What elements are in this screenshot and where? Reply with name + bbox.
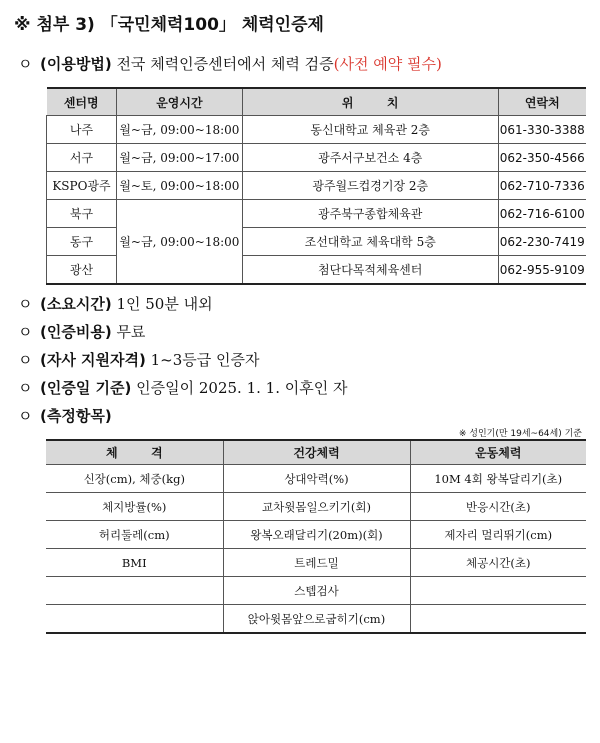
center-hours: 월~토, 09:00~18:00: [116, 172, 242, 200]
physique-item: 허리둘레(cm): [46, 521, 223, 549]
center-phone: 062-230-7419: [498, 228, 586, 256]
table-row: [46, 605, 586, 634]
bullet-circle: ㅇ: [18, 379, 33, 397]
bullet-circle: ㅇ: [18, 407, 33, 425]
table-row: [46, 493, 586, 521]
usage-line: [18, 53, 442, 74]
center-phone: 061-330-3388: [498, 116, 586, 144]
items-heading: (측정항목): [40, 407, 112, 425]
center-name: KSPO광주: [47, 172, 117, 200]
center-name: 북구: [47, 200, 117, 228]
center-phone: 062-716-6100: [498, 200, 586, 228]
physique-item: 신장(cm), 체중(kg): [46, 465, 223, 493]
usage-text: 전국 체력인증센터에서 체력 검증: [111, 55, 334, 73]
cost-line: [18, 321, 145, 342]
center-hours: 월~금, 09:00~18:00: [116, 116, 242, 144]
motor-item: 제자리 멀리뛰기(cm): [410, 521, 586, 549]
motor-item: 10M 4회 왕복달리기(초): [410, 465, 586, 493]
health-item: 교차윗몸일으키기(회): [223, 493, 410, 521]
cost-heading: (인증비용): [40, 323, 112, 341]
cert-date-line: [18, 377, 348, 398]
physique-item: BMI: [46, 549, 223, 577]
header-contact: 연락처: [498, 88, 586, 116]
bullet-circle: ㅇ: [18, 351, 33, 369]
eligibility-line: [18, 349, 260, 370]
measure-table: [46, 439, 586, 634]
header-location: 위 치: [242, 88, 498, 116]
center-table-header: [47, 88, 587, 116]
header-motor-fitness: 운동체력: [410, 440, 586, 465]
center-hours-merged: 월~금, 09:00~18:00: [116, 200, 242, 285]
center-location: 첨단다목적체육센터: [242, 256, 498, 285]
bullet-circle: ㅇ: [18, 295, 33, 313]
cert-date-text: 인증일이 2025. 1. 1. 이후인 자: [131, 379, 348, 397]
health-item: 왕복오래달리기(20m)(회): [223, 521, 410, 549]
header-physique: 체 격: [46, 440, 223, 465]
header-hours: 운영시간: [116, 88, 242, 116]
motor-item: 체공시간(초): [410, 549, 586, 577]
table-row: [47, 172, 587, 200]
center-location: 동신대학교 체육관 2층: [242, 116, 498, 144]
center-phone: 062-955-9109: [498, 256, 586, 285]
table-row: [46, 465, 586, 493]
cost-text: 무료: [111, 323, 146, 341]
health-item: 스텝검사: [223, 577, 410, 605]
center-name: 광산: [47, 256, 117, 285]
physique-item: [46, 577, 223, 605]
motor-item: 반응시간(초): [410, 493, 586, 521]
duration-heading: (소요시간): [40, 295, 112, 313]
center-name: 나주: [47, 116, 117, 144]
bullet-circle: ㅇ: [18, 323, 33, 341]
header-center-name: 센터명: [47, 88, 117, 116]
page-title: ※ 첨부 3) 「국민체력100」 체력인증제: [14, 15, 324, 35]
health-item: 상대악력(%): [223, 465, 410, 493]
health-item: 앉아윗몸앞으로굽히기(cm): [223, 605, 410, 634]
center-name: 동구: [47, 228, 117, 256]
table-row: [46, 521, 586, 549]
reservation-required-note: (사전 예약 필수): [333, 55, 442, 73]
header-health-fitness: 건강체력: [223, 440, 410, 465]
center-location: 조선대학교 체육대학 5층: [242, 228, 498, 256]
physique-item: [46, 605, 223, 634]
center-phone: 062-350-4566: [498, 144, 586, 172]
measure-note: ※ 성인기(만 19세~64세) 기준: [458, 429, 582, 439]
center-table: [46, 87, 586, 285]
duration-text: 1인 50분 내외: [111, 295, 213, 313]
motor-item: [410, 577, 586, 605]
health-item: 트레드밀: [223, 549, 410, 577]
center-name: 서구: [47, 144, 117, 172]
bullet-circle: ㅇ: [18, 55, 33, 73]
center-phone: 062-710-7336: [498, 172, 586, 200]
table-row: [46, 577, 586, 605]
table-row: [47, 116, 587, 144]
eligibility-text: 1~3등급 인증자: [145, 351, 260, 369]
cert-date-heading: (인증일 기준): [40, 379, 132, 397]
measure-table-header: [46, 440, 586, 465]
center-hours: 월~금, 09:00~17:00: [116, 144, 242, 172]
center-location: 광주월드컵경기장 2층: [242, 172, 498, 200]
eligibility-heading: (자사 지원자격): [40, 351, 146, 369]
usage-heading: (이용방법): [40, 55, 112, 73]
items-line: [18, 405, 112, 426]
table-row: [46, 549, 586, 577]
motor-item: [410, 605, 586, 634]
duration-line: [18, 293, 213, 314]
center-location: 광주북구종합체육관: [242, 200, 498, 228]
table-row: [47, 144, 587, 172]
center-location: 광주서구보건소 4층: [242, 144, 498, 172]
physique-item: 체지방률(%): [46, 493, 223, 521]
table-row: [47, 200, 587, 228]
